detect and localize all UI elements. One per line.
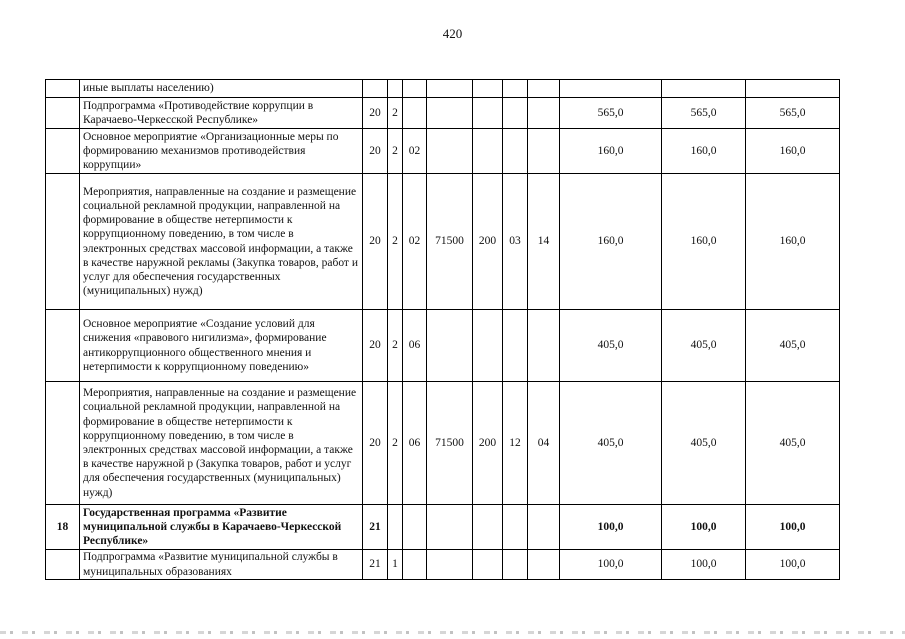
section-code-cell <box>503 505 528 550</box>
direction-code-cell: 71500 <box>427 382 473 505</box>
amount-year2-cell: 405,0 <box>662 310 746 382</box>
activity-code-cell: 02 <box>403 129 427 174</box>
activity-code-cell: 06 <box>403 310 427 382</box>
direction-code-cell <box>427 80 473 98</box>
amount-year1-cell: 565,0 <box>560 98 662 129</box>
program-code-cell: 20 <box>363 174 388 310</box>
program-code-cell: 21 <box>363 505 388 550</box>
row-number-cell: 18 <box>46 505 80 550</box>
activity-code-cell: 02 <box>403 174 427 310</box>
item-name-cell: Основное мероприятие «Организационные меры по формированию механизмов противодействия коррупции» <box>80 129 363 174</box>
section-code-cell: 12 <box>503 382 528 505</box>
expense-type-cell: 200 <box>473 174 503 310</box>
amount-year3-cell: 100,0 <box>746 505 840 550</box>
amount-year1-cell <box>560 80 662 98</box>
amount-year2-cell: 160,0 <box>662 129 746 174</box>
subsection-code-cell <box>528 505 560 550</box>
item-name-cell: Мероприятия, направленные на создание и размещение социальной рекламной продукции, направленной на формирование в обществе нетерпимости к коррупционному поведению, в том числе в электронных средствах массовой информации, а также в качестве наружной р (Закупка товаров, работ и услуг для обеспечения государственных (муниципальных) нужд) <box>80 382 363 505</box>
row-number-cell <box>46 129 80 174</box>
budget-table <box>45 79 840 580</box>
subprogram-code-cell: 2 <box>388 129 403 174</box>
subprogram-code-cell: 2 <box>388 310 403 382</box>
table-row <box>46 505 840 550</box>
program-code-cell: 20 <box>363 129 388 174</box>
row-number-cell <box>46 98 80 129</box>
subsection-code-cell <box>528 129 560 174</box>
amount-year1-cell: 160,0 <box>560 174 662 310</box>
subprogram-code-cell: 1 <box>388 550 403 580</box>
direction-code-cell <box>427 98 473 129</box>
amount-year3-cell: 405,0 <box>746 310 840 382</box>
table-row <box>46 550 840 580</box>
item-name-cell: Государственная программа «Развитие муниципальной службы в Карачаево-Черкесской Республике» <box>80 505 363 550</box>
amount-year3-cell: 565,0 <box>746 98 840 129</box>
section-code-cell <box>503 310 528 382</box>
program-code-cell: 21 <box>363 550 388 580</box>
amount-year3-cell: 160,0 <box>746 129 840 174</box>
section-code-cell: 03 <box>503 174 528 310</box>
section-code-cell <box>503 550 528 580</box>
program-code-cell: 20 <box>363 382 388 505</box>
row-number-cell <box>46 174 80 310</box>
expense-type-cell <box>473 310 503 382</box>
amount-year2-cell: 100,0 <box>662 505 746 550</box>
subsection-code-cell <box>528 310 560 382</box>
table-row <box>46 174 840 310</box>
subprogram-code-cell <box>388 505 403 550</box>
program-code-cell <box>363 80 388 98</box>
table-row <box>46 98 840 129</box>
activity-code-cell <box>403 505 427 550</box>
amount-year3-cell <box>746 80 840 98</box>
amount-year2-cell: 160,0 <box>662 174 746 310</box>
subprogram-code-cell: 2 <box>388 98 403 129</box>
row-number-cell <box>46 310 80 382</box>
table-row <box>46 129 840 174</box>
scan-artifact <box>0 631 905 634</box>
row-number-cell <box>46 80 80 98</box>
expense-type-cell <box>473 80 503 98</box>
item-name-cell: Основное мероприятие «Создание условий для снижения «правового нигилизма», формирование антикоррупционного общественного мнения и нетерпимости к коррупционному поведению» <box>80 310 363 382</box>
amount-year2-cell: 405,0 <box>662 382 746 505</box>
subsection-code-cell <box>528 550 560 580</box>
expense-type-cell <box>473 550 503 580</box>
amount-year2-cell: 565,0 <box>662 98 746 129</box>
activity-code-cell <box>403 98 427 129</box>
subsection-code-cell <box>528 98 560 129</box>
subprogram-code-cell: 2 <box>388 382 403 505</box>
amount-year3-cell: 100,0 <box>746 550 840 580</box>
expense-type-cell <box>473 98 503 129</box>
page-number: 420 <box>442 26 463 41</box>
expense-type-cell <box>473 129 503 174</box>
direction-code-cell <box>427 310 473 382</box>
item-name-cell: Подпрограмма «Развитие муниципальной службы в муниципальных образованиях <box>80 550 363 580</box>
table-body <box>46 80 840 580</box>
section-code-cell <box>503 98 528 129</box>
table-row <box>46 382 840 505</box>
amount-year1-cell: 100,0 <box>560 550 662 580</box>
direction-code-cell <box>427 550 473 580</box>
table-row <box>46 310 840 382</box>
section-code-cell <box>503 80 528 98</box>
row-number-cell <box>46 550 80 580</box>
expense-type-cell <box>473 505 503 550</box>
amount-year2-cell: 100,0 <box>662 550 746 580</box>
subsection-code-cell: 04 <box>528 382 560 505</box>
section-code-cell <box>503 129 528 174</box>
amount-year1-cell: 405,0 <box>560 382 662 505</box>
amount-year1-cell: 160,0 <box>560 129 662 174</box>
program-code-cell: 20 <box>363 98 388 129</box>
item-name-cell: Мероприятия, направленные на создание и размещение социальной рекламной продукции, направленной на формирование в обществе нетерпимости к коррупционному поведению, в том числе в электронных средствах массовой информации, а также в качестве наружной рекламы (Закупка товаров, работ и услуг для обеспечения государственных (муниципальных) нужд) <box>80 174 363 310</box>
activity-code-cell: 06 <box>403 382 427 505</box>
item-name-cell: Подпрограмма «Противодействие коррупции в Карачаево-Черкесской Республике» <box>80 98 363 129</box>
subprogram-code-cell <box>388 80 403 98</box>
subsection-code-cell: 14 <box>528 174 560 310</box>
direction-code-cell <box>427 505 473 550</box>
direction-code-cell <box>427 129 473 174</box>
row-number-cell <box>46 382 80 505</box>
subprogram-code-cell: 2 <box>388 174 403 310</box>
amount-year3-cell: 160,0 <box>746 174 840 310</box>
subsection-code-cell <box>528 80 560 98</box>
amount-year1-cell: 100,0 <box>560 505 662 550</box>
activity-code-cell <box>403 80 427 98</box>
expense-type-cell: 200 <box>473 382 503 505</box>
item-name-cell: иные выплаты населению) <box>80 80 363 98</box>
program-code-cell: 20 <box>363 310 388 382</box>
amount-year2-cell <box>662 80 746 98</box>
activity-code-cell <box>403 550 427 580</box>
table-row <box>46 80 840 98</box>
amount-year3-cell: 405,0 <box>746 382 840 505</box>
amount-year1-cell: 405,0 <box>560 310 662 382</box>
direction-code-cell: 71500 <box>427 174 473 310</box>
